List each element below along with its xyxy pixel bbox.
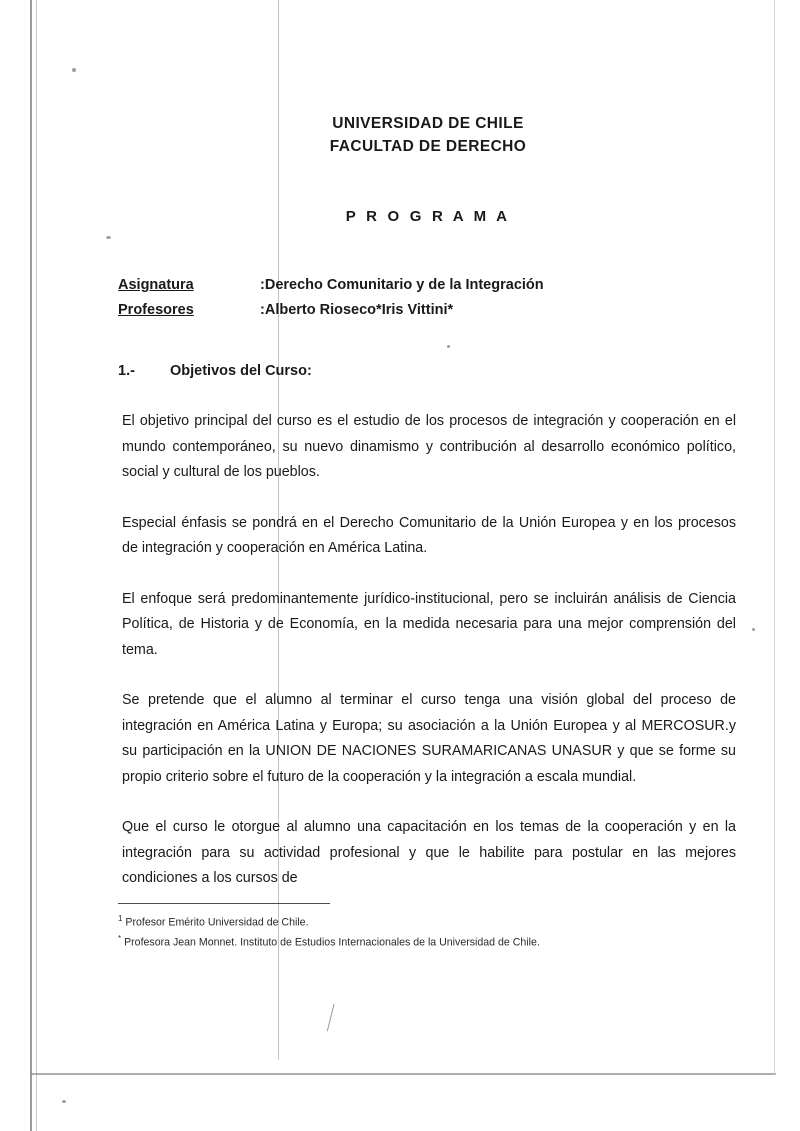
scan-speck xyxy=(752,628,755,631)
scan-speck xyxy=(62,1100,66,1103)
subject-label-suffix: : xyxy=(260,277,265,293)
document-title: P R O G R A M A xyxy=(345,208,511,225)
footnote-text: Profesora Jean Monnet. Instituto de Estudios Internacionales de la Universidad de Chile. xyxy=(124,936,540,949)
footnote-mark: * xyxy=(118,933,122,943)
course-metadata xyxy=(118,273,738,323)
page-edge-bottom xyxy=(30,1073,776,1075)
section-heading-objectives xyxy=(118,363,738,379)
metadata-row-subject xyxy=(118,273,738,298)
professor-one: Alberto Rioseco* xyxy=(264,302,382,318)
footnote xyxy=(118,931,678,951)
professors-label-suffix: : xyxy=(260,302,265,318)
paragraph: Especial énfasis se pondrá en el Derecho Comunitario de la Unión Europea y en los procesos de integración y cooperación en América Latina. xyxy=(122,514,736,556)
professors-label: Profesores xyxy=(118,302,194,318)
footnote-separator-rule xyxy=(118,903,330,904)
metadata-row-professors xyxy=(118,298,738,323)
footnote xyxy=(118,911,678,931)
scan-artifact-mark xyxy=(327,1004,346,1034)
professor-two: Iris Vittini* xyxy=(381,302,454,318)
institution-heading xyxy=(118,0,738,158)
paragraph: El enfoque será predominantemente jurídico-institucional, pero se incluirán análisis de Ciencia Política, de Historia y de Economía, en la medida necesaria para una mejor comprensión del tema. xyxy=(122,590,736,658)
footnote-area xyxy=(118,903,678,950)
paragraph: Se pretende que el alumno al terminar el curso tenga una visión global del proceso de integración en América Latina y Europa; su asociación a la Unión Europea y al MERCOSUR.y su participación en la UNION DE NACIONES SURAMARICANAS UNASUR y que se forme su propio criterio sobre el futuro de la cooperación y la integración a escala mundial. xyxy=(122,692,736,785)
paragraph: El objetivo principal del curso es el estudio de los procesos de integración y cooperación en el mundo contemporáneo, su nuevo dinamismo y contribución al desarrollo económico político, social y cultural de los pueblos. xyxy=(122,413,736,480)
university-name: UNIVERSIDAD DE CHILE xyxy=(332,115,524,132)
page-edge-left xyxy=(30,0,32,1131)
scan-speck xyxy=(106,236,111,239)
page-edge-right xyxy=(774,0,775,1075)
scan-speck xyxy=(72,68,76,72)
subject-label: Asignatura xyxy=(118,277,194,293)
page-edge-left-secondary xyxy=(36,0,37,1131)
faculty-name: FACULTAD DE DERECHO xyxy=(329,138,527,155)
section-title-text: Objetivos del Curso: xyxy=(170,363,312,379)
paragraph: Que el curso le otorgue al alumno una capacitación en los temas de la cooperación y en la integración para su actividad profesional y que le habilite para postular en las mejores condiciones a los cursos de xyxy=(122,819,736,886)
document-body xyxy=(118,0,738,906)
subject-value: Derecho Comunitario y de la Integración xyxy=(264,277,544,293)
footnote-mark: 1 xyxy=(118,914,123,923)
section-number: 1.- xyxy=(118,363,135,379)
footnote-text: Profesor Emérito Universidad de Chile. xyxy=(125,916,309,929)
